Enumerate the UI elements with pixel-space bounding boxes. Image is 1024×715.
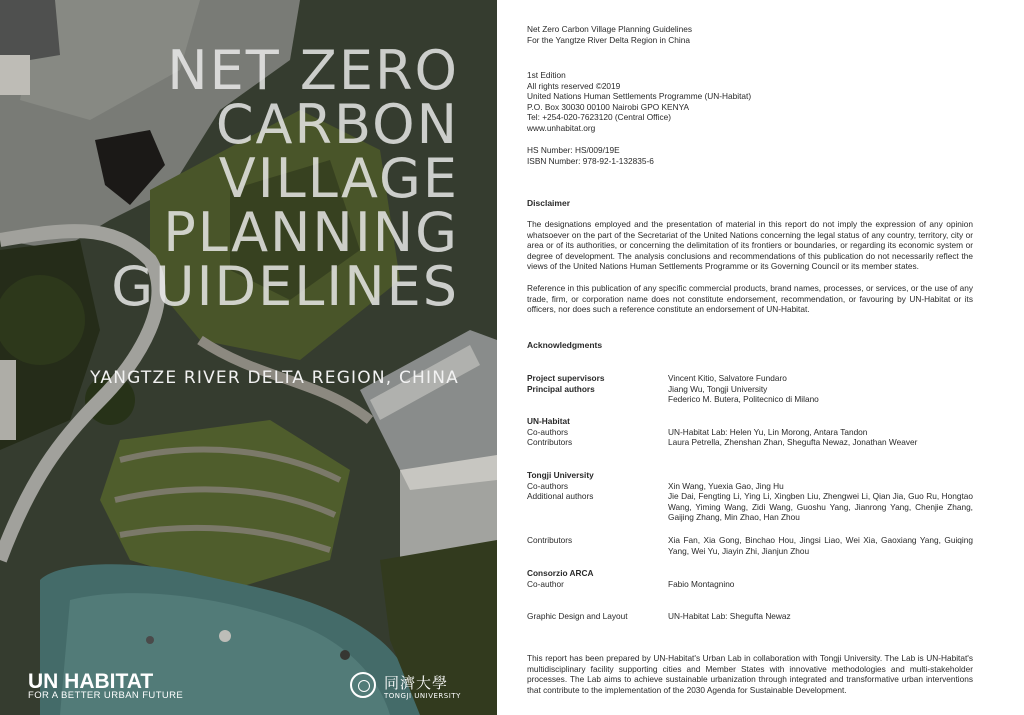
unhabitat-tagline: FOR A BETTER URBAN FUTURE <box>28 690 184 701</box>
telephone: Tel: +254-020-7623120 (Central Office) <box>527 112 671 123</box>
identifiers <box>527 145 654 166</box>
cover-title-line: PLANNING <box>163 201 459 264</box>
ack-value: Vincent Kitio, Salvatore Fundaro <box>668 373 787 383</box>
rights: All rights reserved ©2019 <box>527 80 621 91</box>
publication-info <box>527 70 751 134</box>
address: P.O. Box 30030 00100 Nairobi GPO KENYA <box>527 101 690 112</box>
cover-title-line: CARBON <box>215 93 459 156</box>
ack-value: Federico M. Butera, Politecnico di Milano <box>668 394 819 405</box>
ack-label: Contributors <box>527 535 573 545</box>
cover-title-line: GUIDELINES <box>111 255 459 318</box>
ack-value: Fabio Montagnino <box>668 578 735 589</box>
disclaimer-heading: Disclaimer <box>527 198 570 208</box>
unhabitat-logo: UN HABITAT <box>28 670 154 693</box>
ack-value: UN-Habitat Lab: Shegufta Newaz <box>668 611 791 621</box>
disclaimer-paragraph: The designations employed and the presentation of material in this report do not imply the expression of any opinion whatsoever on the part of the Secretariat of the United Nations concerning the legal status of any country, territory, city or area or of its authorities, or concerning the delimitation of its frontiers or boundaries, or regarding its economic system or degree of development. The analysis conclusions and recommendations of this publication do not necessarily reflect the views of the United Nations Human Settlements Programme or its Governing Council or its member states. <box>527 219 973 272</box>
closing-paragraph: This report has been prepared by UN-Habitat's Urban Lab in collaboration with Tongji University. The Lab is UN-Habitat's multidisciplinary facility supporting cities and Member States with innovative methodologies and multi-stakeholder processes. The Lab aims to achieve sustainable urbanization through integrated and transformative urban interventions that contribute to the implementation of the 2030 Agenda for Sustainable Development. <box>527 653 973 695</box>
ack-label: Additional authors <box>527 491 594 502</box>
ack-label: Contributors <box>527 437 573 448</box>
ack-value: UN-Habitat Lab: Helen Yu, Lin Morong, Antara Tandon <box>668 426 868 437</box>
imprint-title-line: For the Yangtze River Delta Region in China <box>527 34 690 45</box>
ack-value: Jie Dai, Fengting Li, Ying Li, Xingben Liu, Zhengwei Li, Qian Jia, Guo Ru, Hongtao Wang, Yiming Wang, Zidi Wang, Guoshu Yang, Jianrong Yang, Chenjie Zhang, Gaijing Zhang, Min Zhao, Han Zhou <box>668 491 973 523</box>
edition: 1st Edition <box>527 70 566 80</box>
ack-value: Jiang Wu, Tongji University <box>668 383 768 394</box>
ack-label: Graphic Design and Layout <box>527 611 628 621</box>
ack-section-label: UN-Habitat <box>527 416 570 426</box>
ack-label: Co-author <box>527 578 564 589</box>
imprint-page <box>527 0 977 715</box>
ack-section-label: Consorzio ARCA <box>527 568 594 578</box>
tongji-seal-icon <box>350 672 376 698</box>
tongji-logo-english: TONGJI UNIVERSITY <box>384 692 461 700</box>
cover-title-line: NET ZERO <box>167 39 459 102</box>
isbn-number: ISBN Number: 978-92-1-132835-6 <box>527 155 654 166</box>
ack-label: Principal authors <box>527 383 595 394</box>
ack-value: Laura Petrella, Zhenshan Zhan, Shegufta Newaz, Jonathan Weaver <box>668 437 918 448</box>
tongji-logo <box>350 672 460 704</box>
tongji-logo-chinese: 同濟大學 <box>384 674 449 692</box>
cover-panel <box>0 0 497 715</box>
ack-value: Xia Fan, Xia Gong, Binchao Hou, Jingsi Liao, Wei Xia, Gaoxiang Yang, Guiqing Yang, Wei Yu, Jiayin Zhi, Jianjun Zhou <box>668 535 973 556</box>
imprint-title-line: Net Zero Carbon Village Planning Guidelines <box>527 24 692 34</box>
website-link[interactable]: www.unhabitat.org <box>527 122 596 133</box>
ack-section-label: Tongji University <box>527 470 594 480</box>
imprint-title <box>527 24 692 45</box>
ack-label: Co-authors <box>527 426 569 437</box>
acknowledgments-heading: Acknowledgments <box>527 340 603 350</box>
ack-label: Co-authors <box>527 480 569 491</box>
cover-title <box>111 39 459 318</box>
hs-number: HS Number: HS/009/19E <box>527 145 620 155</box>
ack-label: Project supervisors <box>527 373 605 383</box>
cover-title-line: VILLAGE <box>218 147 459 210</box>
cover-subtitle: YANGTZE RIVER DELTA REGION, CHINA <box>90 368 459 388</box>
disclaimer-paragraph: Reference in this publication of any specific commercial products, brand names, processes, or services, or the use of any trade, firm, or corporation name does not constitute endorsement, recommendation, or favouring by UN-Habitat or its officers, nor does such a reference constitute an endorsement of UN-Habitat. <box>527 283 973 315</box>
publisher: United Nations Human Settlements Programme (UN-Habitat) <box>527 91 752 102</box>
ack-value: Xin Wang, Yuexia Gao, Jing Hu <box>668 480 784 491</box>
